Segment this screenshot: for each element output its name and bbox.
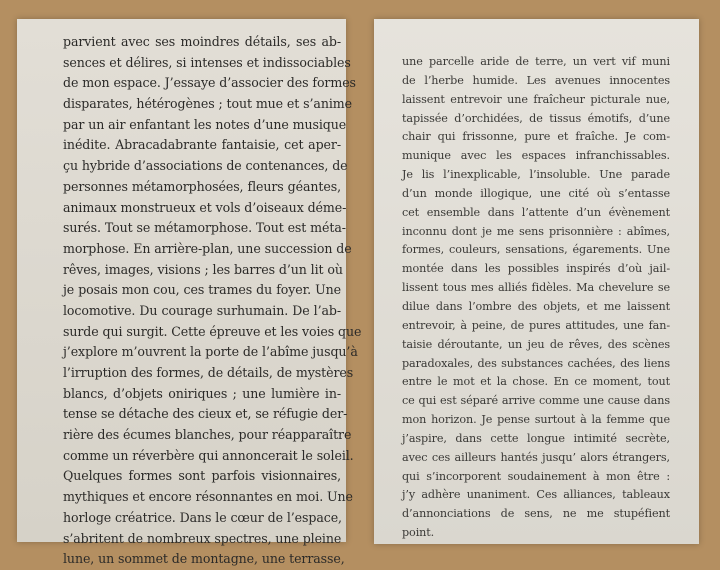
text-line: chair qui frissonne, pure et fraîche. Je com- xyxy=(402,130,670,144)
text-line: horloge créatrice. Dans le cœur de l’espace, xyxy=(63,509,342,525)
text-line: rière des écumes blanches, pour réapparaître xyxy=(63,427,352,443)
text-line: formes, couleurs, sensations, égarements. Une xyxy=(402,243,670,257)
text-line: morphose. En arrière-plan, une succession de xyxy=(63,240,352,256)
text-line: comme un réverbère qui annoncerait le soleil. xyxy=(63,447,354,463)
right-page-text xyxy=(402,53,670,543)
text-line: paradoxales, des substances cachées, des liens xyxy=(402,356,670,370)
text-line: inédite. Abracadabrante fantaisie, cet aper- xyxy=(63,137,341,153)
text-line: sences et délires, si intenses et indissociables xyxy=(63,54,351,70)
text-line: blancs, d’objets oniriques ; une lumière in- xyxy=(63,385,341,401)
text-line: munique avec les espaces infranchissables. xyxy=(402,149,670,163)
text-line: surés. Tout se métamorphose. Tout est méta- xyxy=(63,220,346,236)
text-line: Quelques formes sont parfois visionnaires, xyxy=(63,468,341,484)
text-line: disparates, hétérogènes ; tout mue et s’anime xyxy=(63,96,352,112)
text-line: parvient avec ses moindres détails, ses ab- xyxy=(63,34,341,49)
right-book-page xyxy=(374,19,699,544)
text-line: ce qui est séparé arrive comme une cause dans xyxy=(402,394,670,408)
text-line: cet ensemble dans l’attente d’un évènement xyxy=(402,205,670,219)
text-line: montée dans les possibles inspirés d’où jail- xyxy=(402,262,670,276)
text-line: animaux monstrueux et vols d’oiseaux déme- xyxy=(63,199,347,215)
text-line: d’annonciations de sens, ne me stupéfient xyxy=(402,507,670,521)
text-line: lune, un sommet de montagne, une terrasse, xyxy=(63,551,345,567)
text-line: avec ces ailleurs hantés jusqu’ alors étrangers, xyxy=(402,450,670,464)
text-line: tapissée d’orchidées, de tissus émotifs, d’une xyxy=(402,111,670,125)
text-line: locomotive. Du courage surhumain. De l’ab- xyxy=(63,302,341,318)
text-line: tense se détache des cieux et, se réfugie der- xyxy=(63,406,348,422)
text-line: inconnu dont je me sens prisonnière : abîmes, xyxy=(402,224,670,238)
text-line: d’un monde illogique, une cité où s’entasse xyxy=(402,186,670,200)
text-line: une parcelle aride de terre, un vert vif muni xyxy=(402,55,670,68)
text-line: j’explore m’ouvrent la porte de l’abîme jusqu’à xyxy=(63,344,358,360)
left-page-text xyxy=(63,32,362,570)
text-line: surde qui surgit. Cette épreuve et les voies que xyxy=(63,323,362,339)
text-line: rêves, images, visions ; les barres d’un lit où xyxy=(63,261,343,277)
text-line: laissent entrevoir une fraîcheur picturale nue, xyxy=(402,92,670,106)
text-line: je posais mon cou, ces trames du foyer. Une xyxy=(63,282,341,298)
text-line: par un air enfantant les notes d’une musique xyxy=(63,116,347,132)
text-line: entre le mot et la chose. En ce moment, tout xyxy=(402,375,670,389)
text-line: taisie déroutante, un jeu de rêves, des scènes xyxy=(402,337,670,351)
text-line: s’abritent de nombreux spectres, une pleine xyxy=(63,530,342,546)
text-line: de l’herbe humide. Les avenues innocentes xyxy=(402,73,670,87)
text-line: de mon espace. J’essaye d’associer des formes xyxy=(63,75,356,91)
text-line: Je lis l’inexplicable, l’insoluble. Une parade xyxy=(402,168,670,182)
text-line: qui s’incorporent soudainement à mon être : xyxy=(402,469,670,483)
text-line: j’aspire, dans cette longue intimité secrète, xyxy=(402,431,670,445)
text-line: çu hybride d’associations de contenances, de xyxy=(63,158,348,174)
text-line: mon horizon. Je pense surtout à la femme que xyxy=(402,413,670,427)
text-line: entrevoir, à peine, de pures attitudes, une fan- xyxy=(402,318,670,332)
text-line: l’irruption des formes, de détails, de mystères xyxy=(63,365,354,380)
text-line: lissent tous mes alliés fidèles. Ma chevelure se xyxy=(402,281,670,295)
text-line: j’y adhère unaniment. Ces alliances, tableaux xyxy=(402,488,670,502)
text-line: mythiques et encore résonnantes en moi. Une xyxy=(63,489,353,505)
text-line: personnes métamorphosées, fleurs géantes, xyxy=(63,178,341,194)
text-line: dilue dans l’ombre des objets, et me laissent xyxy=(402,299,670,313)
left-book-page xyxy=(17,19,362,567)
text-line: point. xyxy=(402,526,435,540)
